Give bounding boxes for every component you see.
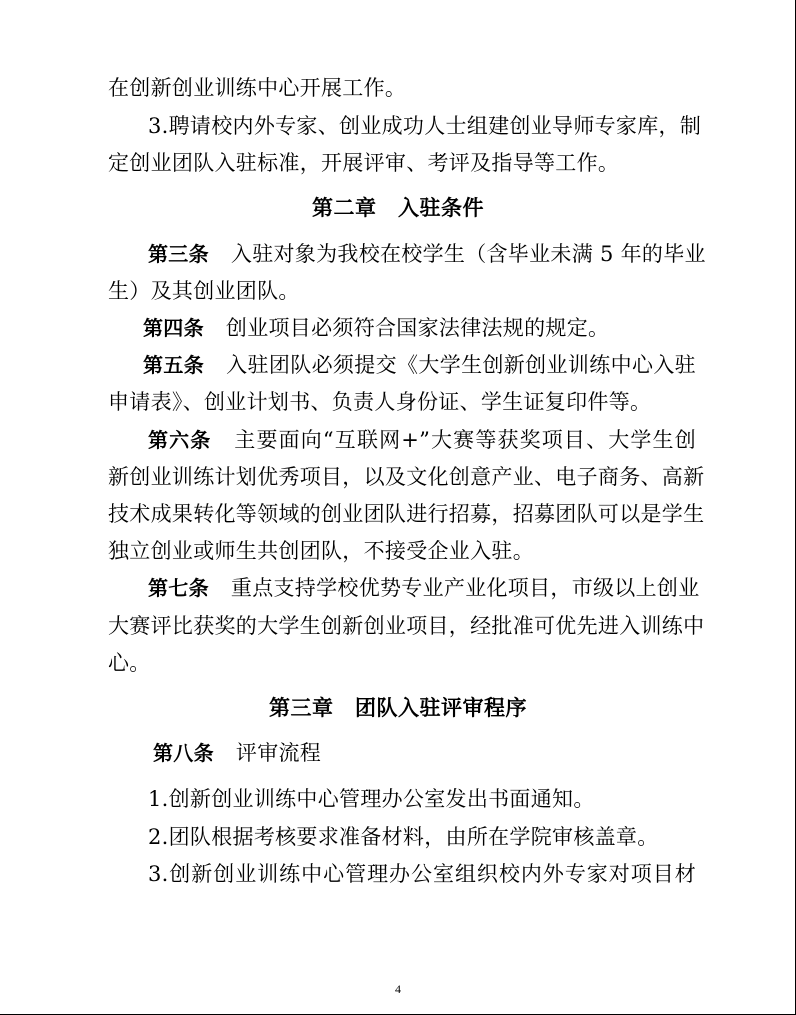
page-number: 4: [395, 982, 401, 996]
article-text: 评审流程: [235, 741, 322, 765]
article-label: 第八条: [153, 741, 214, 765]
article-label: 第三条: [148, 242, 209, 266]
text-line: 技术成果转化等领域的创业团队进行招募，招募团队可以是学生: [108, 502, 705, 526]
text-line: 申请表》、创业计划书、负责人身份证、学生证复印件等。: [108, 390, 652, 414]
article-text: 入驻对象为我校在校学生（含毕业未满 5 年的毕业: [230, 242, 706, 266]
article-label: 第五条: [143, 353, 205, 377]
text-line: 在创新创业训练中心开展工作。: [108, 76, 407, 100]
article-3-line: [148, 239, 706, 269]
article-5-line: [143, 350, 696, 380]
text-line: 定创业团队入驻标准，开展评审、考评及指导等工作。: [108, 151, 620, 175]
article-8-line: [153, 738, 701, 768]
text-line: 心。: [108, 651, 151, 675]
text-line: 生）及其创业团队。: [108, 279, 300, 303]
text-line: 1.创新创业训练中心管理办公室发出书面通知。: [148, 787, 595, 811]
article-text: 创业项目必须符合国家法律法规的规定。: [225, 316, 610, 340]
chapter-heading: 第二章 入驻条件: [312, 196, 484, 220]
text-line: 2.团队根据考核要求准备材料，由所在学院审核盖章。: [148, 825, 659, 849]
article-text: 入驻团队必须提交《大学生创新创业训练中心入驻: [226, 353, 696, 377]
article-label: 第七条: [148, 576, 209, 600]
article-4-line: [143, 313, 696, 343]
text-line: 独立创业或师生共创团队，不接受企业入驻。: [108, 539, 534, 563]
chapter-heading: 第三章 团队入驻评审程序: [269, 696, 527, 720]
article-text: 重点支持学校优势专业产业化项目，市级以上创业: [230, 576, 700, 600]
article-label: 第四条: [143, 316, 204, 340]
article-7-line: [148, 573, 700, 603]
text-line: 3.聘请校内外专家、创业成功人士组建创业导师专家库，制: [148, 114, 702, 138]
article-6-line: [148, 425, 696, 455]
article-label: 第六条: [148, 428, 212, 452]
text-line: 新创业训练计划优秀项目，以及文化创意产业、电子商务、高新: [108, 465, 705, 489]
text-line: 3.创新创业训练中心管理办公室组织校内外专家对项目材: [148, 862, 696, 886]
text-line: 大赛评比获奖的大学生创新创业项目，经批准可优先进入训练中: [108, 614, 705, 638]
article-text: 主要面向“互联网+”大赛等获奖项目、大学生创: [233, 428, 696, 452]
